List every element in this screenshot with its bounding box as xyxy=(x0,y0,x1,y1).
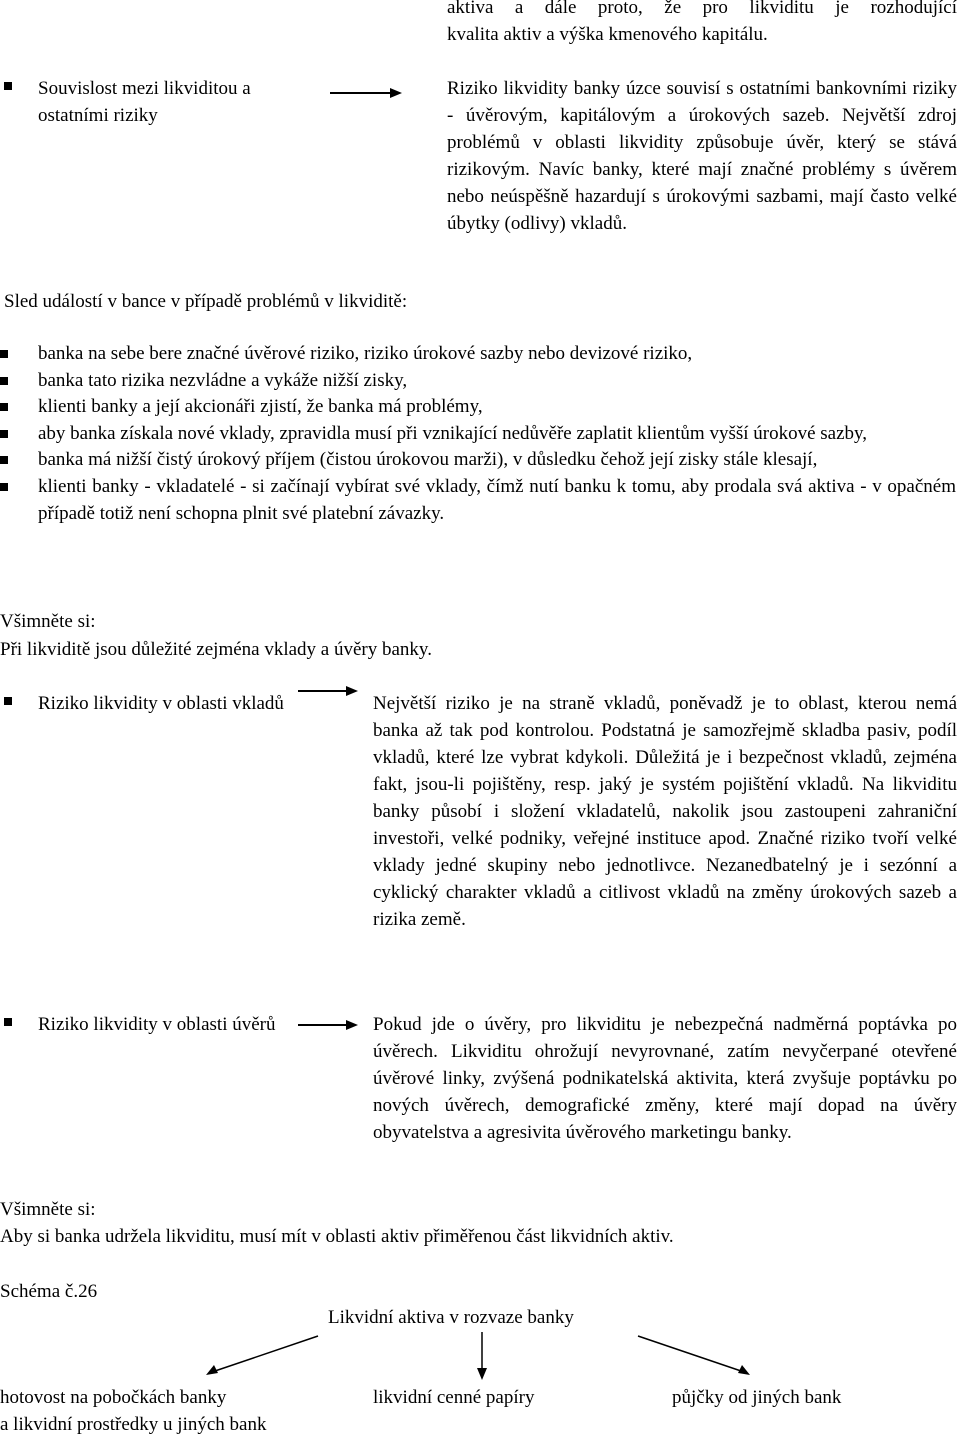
list-item-text: aby banka získala nové vklady, zpravidla musí při vznikající nedůvěře zaplatit klientům vyšší úrokové sazby, xyxy=(38,422,868,444)
bullet-icon xyxy=(0,430,8,438)
top-paragraph xyxy=(447,0,957,48)
schema-left-line2: a likvidní prostředky u jiných bank xyxy=(0,1414,267,1435)
section1-label: Souvislost mezi likviditou a ostatními riziky xyxy=(38,78,251,126)
bullet-icon xyxy=(0,377,8,385)
list-item-text: banka má nižší čistý úrokový příjem (čistou úrokovou marži), v důsledku čehož její zisky stále klesají, xyxy=(38,449,818,471)
list-item xyxy=(0,474,956,527)
schema-connectors xyxy=(0,1330,960,1390)
bullet-icon xyxy=(4,82,12,90)
bullet-icon xyxy=(0,403,8,411)
schema-root: Likvidní aktiva v rozvaze banky xyxy=(328,1307,574,1328)
list-item xyxy=(0,368,956,395)
arrow-right-icon xyxy=(296,1016,360,1034)
list-item xyxy=(0,394,956,421)
arrow-down-icon xyxy=(477,1332,487,1380)
bullet-icon xyxy=(0,456,8,464)
schema-left-line1: hotovost na pobočkách banky xyxy=(0,1387,227,1408)
section2-text: Největší riziko je na straně vkladů, poněvadž je to oblast, kterou nemá banka až tak pod kontrolou. Podstatná je samozřejmě skladba pasiv, podíl vkladů, které lze vybrat kdykoli. Důležitá je i bezpečnost vkladů, zejména fakt, jsou-li pojištěny, resp. jaký je systém pojištění vkladů. Na likviditu banky působí i složení vkladatelů, nakolik jsou zastoupeni zahraniční investoři, velké podniky, veřejné instituce apod. Značné riziko tvoří velké vklady jedné skupiny nebo jednotlivce. Nezanedbatelný je i sezónní a cyklický charakter vkladů a citlivost vkladů na změny úrokových sazeb a rizika země. xyxy=(373,693,957,930)
list-item-text: banka tato rizika nezvládne a vykáže nižší zisky, xyxy=(38,369,408,391)
list-item-text: banka na sebe bere značné úvěrové riziko, riziko úrokové sazby nebo devizové riziko, xyxy=(38,343,693,364)
sequence-heading: Sled událostí v bance v případě problémů v likviditě: xyxy=(4,291,408,312)
note1-title: Všimněte si: xyxy=(0,611,96,632)
note2-title: Všimněte si: xyxy=(0,1199,96,1220)
note2-text: Aby si banka udržela likviditu, musí mít v oblasti aktiv přiměřenou část likvidních aktiv. xyxy=(0,1226,674,1247)
section2-label: Riziko likvidity v oblasti vkladů xyxy=(38,693,284,714)
sequence-list xyxy=(0,341,956,527)
schema-middle: likvidní cenné papíry xyxy=(373,1387,535,1408)
list-item-text: klienti banky a její akcionáři zjistí, že banka má problémy, xyxy=(38,396,483,418)
list-item xyxy=(0,421,956,448)
section3-label: Riziko likvidity v oblasti úvěrů xyxy=(38,1014,276,1035)
list-item-text: klienti banky - vkladatelé - si začínají vybírat své vklady, čímž nutí banku k tomu, aby prodala svá aktiva - v opačném případě totiž není schopna plnit své platební závazky. xyxy=(38,475,956,524)
bullet-icon xyxy=(4,1018,12,1026)
schema-left xyxy=(0,1384,266,1438)
arrow-right-icon xyxy=(296,682,360,700)
list-item xyxy=(0,341,956,368)
section1-text: Riziko likvidity banky úzce souvisí s ostatními bankovními riziky - úvěrovým, kapitálovým a úrokových sazeb. Největší zdroj problémů v oblasti likvidity způsobuje úvěr, který se stává rizikovým. Navíc banky, které mají značné problémy s úvěrem nebo neúspěšně hazardují s úrokovými sazbami, mají často velké úbytky (odlivy) vkladů. xyxy=(447,78,957,234)
arrow-down-right-icon xyxy=(638,1336,750,1375)
arrow-down-left-icon xyxy=(206,1336,318,1375)
top-paragraph-line2: kvalita aktiv a výška kmenového kapitálu. xyxy=(447,24,768,45)
bullet-icon xyxy=(0,483,8,491)
section3-text: Pokud jde o úvěry, pro likviditu je nebezpečná nadměrná poptávka po úvěrech. Likviditu ohrožují nevyrovnané, zatím nevyčerpané otevřené úvěrové linky, zvýšená podnikatelská aktivita, která zvyšuje poptávku po nových úvěrech, demografické změny, které mají dopad na úvěry obyvatelstva a agresivita úvěrového marketingu banky. xyxy=(373,1014,957,1143)
top-paragraph-line1: aktiva a dále proto, že pro likviditu je rozhodující xyxy=(447,0,957,18)
note1-text: Při likviditě jsou důležité zejména vklady a úvěry banky. xyxy=(0,639,432,660)
list-item xyxy=(0,447,956,474)
bullet-icon xyxy=(0,350,8,358)
schema-label: Schéma č.26 xyxy=(0,1281,98,1302)
arrow-right-icon xyxy=(328,84,404,102)
schema-right: půjčky od jiných bank xyxy=(672,1387,842,1408)
bullet-icon xyxy=(4,697,12,705)
